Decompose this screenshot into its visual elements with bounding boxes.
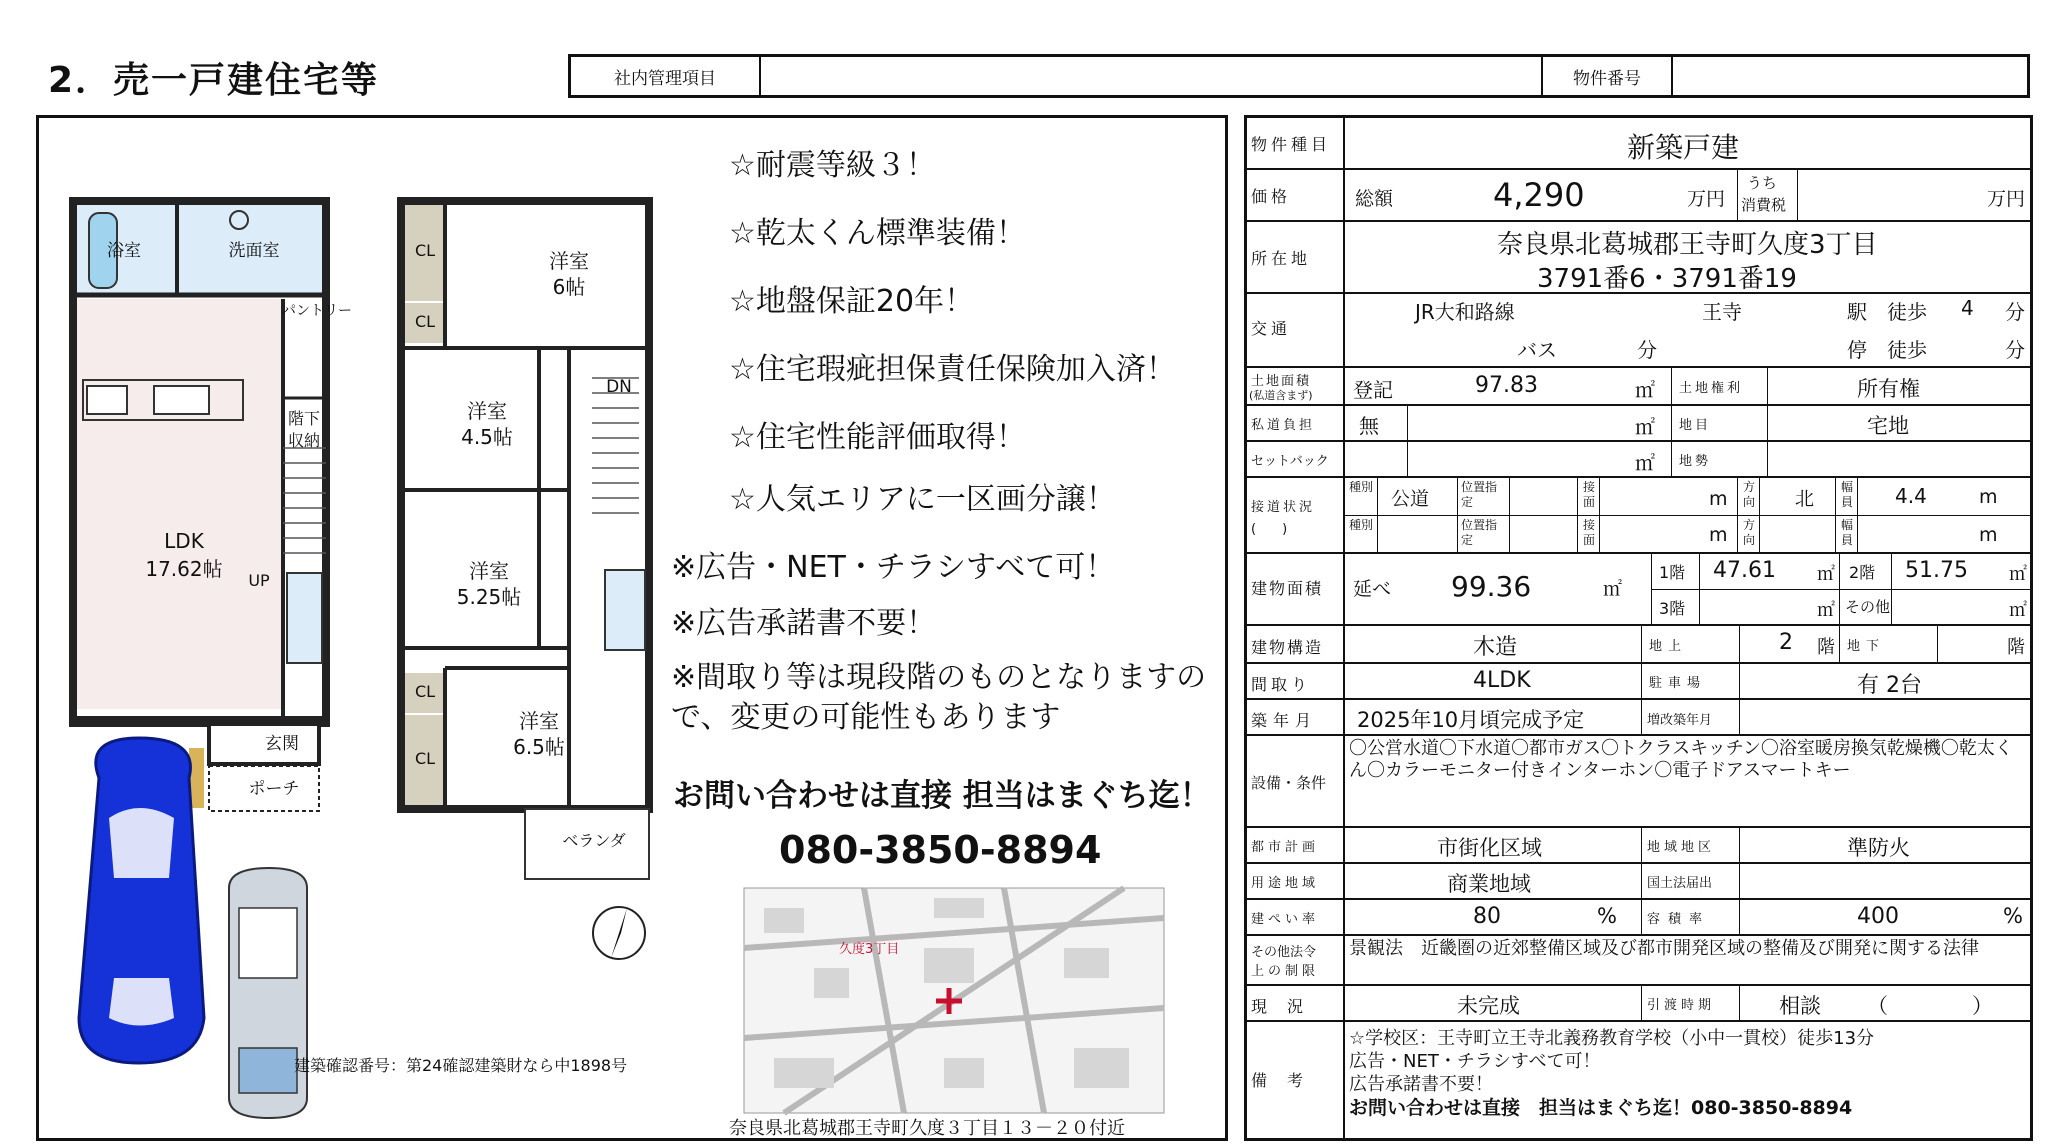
management-label: 社内管理項目 bbox=[571, 57, 761, 95]
parking-value: 有 2台 bbox=[1857, 673, 1922, 698]
frontage-label-1: 接面 bbox=[1583, 480, 1596, 509]
row-private-road bbox=[1247, 406, 2030, 442]
private-road-label: 私道負担 bbox=[1251, 418, 1316, 433]
road-kind-label-2: 種別 bbox=[1349, 518, 1374, 532]
tax-unit: 万円 bbox=[1987, 188, 2026, 210]
toilet-room-1f bbox=[287, 573, 322, 663]
label-ldk-size: 17.62帖 bbox=[145, 557, 223, 581]
label-ldk: LDK bbox=[164, 529, 204, 553]
row-status bbox=[1247, 986, 2030, 1022]
location-map bbox=[744, 888, 1164, 1113]
contact-message: お問い合わせは直接 担当はまぐち迄！ bbox=[673, 778, 1211, 814]
row-price bbox=[1247, 170, 2030, 222]
land-right-label: 土地権利 bbox=[1679, 381, 1744, 396]
private-road-unit: ㎡ bbox=[1635, 415, 1655, 439]
status-label: 現況 bbox=[1251, 997, 1324, 1016]
tax-label-1: うち bbox=[1747, 174, 1778, 192]
promo-note-3: ※間取り等は現段階のものとなりますの bbox=[671, 660, 1207, 695]
row-road-access bbox=[1247, 478, 2030, 554]
remarks-line-2: 広告・NET・チラシすべて可！ bbox=[1349, 1051, 1601, 1072]
label-up: UP bbox=[248, 571, 270, 590]
access-eki: 駅 bbox=[1847, 300, 1867, 324]
contact-phone[interactable]: 080-3850-8894 bbox=[779, 828, 1102, 872]
structure-label: 建物構造 bbox=[1251, 638, 1324, 657]
ldk-area bbox=[77, 299, 283, 709]
equipment-value: 〇公営水道〇下水道〇都市ガス〇トクラスキッチン〇浴室暖房換気乾燥機〇乾太くん〇カラーモニター付きインターホン〇電子ドアスマートキー bbox=[1349, 738, 2013, 781]
building-area-label: 建物面積 bbox=[1251, 579, 1324, 598]
floor1-unit: ㎡ bbox=[1817, 564, 1835, 585]
land-category-label: 地目 bbox=[1679, 418, 1712, 433]
built-value: 2025年10月頃完成予定 bbox=[1357, 708, 1585, 732]
remarks-line-4: お問い合わせは直接 担当はまぐち迄！080-3850-8894 bbox=[1349, 1097, 1853, 1119]
promo-point-6: ☆人気エリアに一区画分譲！ bbox=[729, 482, 1116, 517]
row-property-type bbox=[1247, 118, 2030, 170]
road-width-unit-1: m bbox=[1979, 486, 1998, 508]
access-stop-fun: 分 bbox=[2005, 338, 2025, 362]
frontage-unit-1: m bbox=[1709, 488, 1728, 510]
road-kind-label-1: 種別 bbox=[1349, 480, 1374, 494]
layout-label: 間取り bbox=[1251, 675, 1312, 694]
promo-note-4: で、変更の可能性もあります bbox=[671, 700, 1061, 735]
road-access-label: 接道状況 bbox=[1251, 500, 1316, 515]
kitchen-sink-icon bbox=[154, 386, 209, 414]
row-built-date bbox=[1247, 700, 2030, 736]
district-label: 地域地区 bbox=[1647, 840, 1716, 855]
land-area-value: 97.83 bbox=[1475, 373, 1538, 398]
access-walk: 徒歩 bbox=[1887, 300, 1927, 324]
property-number-value[interactable] bbox=[1673, 57, 2027, 95]
zoning-value: 商業地域 bbox=[1447, 872, 1531, 896]
registry-label: 登記 bbox=[1353, 378, 1393, 402]
property-spec-table bbox=[1244, 115, 2033, 1141]
remarks-line-1: ☆学校区：王寺町立王寺北義務教育学校（小中一貫校）徒歩13分 bbox=[1349, 1028, 1875, 1049]
label-western-room-3: 洋室 bbox=[469, 559, 509, 583]
tax-label-2: 消費税 bbox=[1741, 196, 1787, 214]
floor2-value: 51.75 bbox=[1905, 558, 1968, 583]
other-floor-unit: ㎡ bbox=[2009, 600, 2027, 621]
remarks-line-3: 広告承諾書不要！ bbox=[1349, 1074, 1493, 1095]
far-unit: % bbox=[2003, 904, 2023, 928]
map-area-label: 久度3丁目 bbox=[839, 942, 900, 957]
land-right-value: 所有権 bbox=[1857, 377, 1920, 401]
land-category-value: 宅地 bbox=[1867, 414, 1909, 438]
handover-value: 相談 bbox=[1779, 994, 1821, 1018]
floorplan-panel bbox=[36, 115, 1228, 1141]
north-arrow-icon bbox=[593, 907, 645, 959]
parking-label: 駐車場 bbox=[1649, 676, 1707, 691]
layout-value: 4LDK bbox=[1473, 668, 1531, 693]
location-label: 所在地 bbox=[1251, 249, 1312, 268]
management-bar bbox=[568, 54, 2030, 98]
label-cl-4: CL bbox=[414, 749, 436, 768]
status-value: 未完成 bbox=[1457, 994, 1520, 1018]
property-number-label: 物件番号 bbox=[1543, 57, 1673, 95]
row-setback bbox=[1247, 442, 2030, 478]
access-label: 交通 bbox=[1251, 319, 1292, 338]
page-title: 2．売一戸建住宅等 bbox=[48, 60, 380, 101]
floor3-unit: ㎡ bbox=[1817, 600, 1835, 621]
land-area-label: 土地面積 bbox=[1251, 374, 1312, 389]
label-pantry: パントリー bbox=[282, 303, 352, 319]
setback-label: セットバック bbox=[1251, 454, 1329, 469]
label-cl-1: CL bbox=[414, 241, 436, 260]
far-label: 容積率 bbox=[1647, 912, 1711, 927]
toilet-room-2f bbox=[605, 570, 645, 650]
remarks-label: 備考 bbox=[1251, 1071, 1324, 1090]
row-remarks bbox=[1247, 1022, 2030, 1138]
other-law-label-1: その他法令 bbox=[1251, 945, 1317, 960]
city-plan-value: 市街化区域 bbox=[1437, 836, 1542, 860]
label-dn: DN bbox=[606, 377, 632, 397]
location-line-1: 奈良県北葛城郡王寺町久度3丁目 bbox=[1497, 230, 1878, 260]
floor1-value: 47.61 bbox=[1713, 558, 1776, 583]
row-equipment bbox=[1247, 736, 2030, 828]
floor2-unit: ㎡ bbox=[2009, 564, 2027, 585]
position-label-1: 位置指定 bbox=[1461, 480, 1498, 509]
road-width-value: 4.4 bbox=[1895, 484, 1927, 508]
label-stair-storage-2: 収納 bbox=[287, 431, 320, 450]
building-area-value: 99.36 bbox=[1451, 570, 1532, 603]
access-stop-walk-label: 徒歩 bbox=[1887, 338, 1927, 362]
district-value: 準防火 bbox=[1847, 836, 1910, 860]
label-entrance: 玄関 bbox=[265, 734, 299, 754]
map-caption: 奈良県北葛城郡王寺町久度３丁目１３－２０付近 bbox=[729, 1118, 1125, 1139]
promo-point-3: ☆地盤保証20年！ bbox=[729, 284, 975, 319]
bcr-label: 建ぺい率 bbox=[1251, 912, 1320, 927]
access-stop: 停 bbox=[1847, 338, 1867, 362]
promo-point-5: ☆住宅性能評価取得！ bbox=[729, 420, 1026, 455]
promo-note-2: ※広告承諾書不要！ bbox=[671, 606, 937, 641]
other-law-value: 景観法 近畿圏の近郊整備区域及び都市開発区域の整備及び開発に関する法律 bbox=[1349, 938, 1979, 959]
row-location bbox=[1247, 222, 2030, 294]
label-western-room-1: 洋室 bbox=[549, 249, 589, 273]
label-western-room-4-size: 6.5帖 bbox=[513, 735, 565, 759]
renovation-label: 増改築年月 bbox=[1647, 713, 1713, 728]
promo-point-2: ☆乾太くん標準装備！ bbox=[729, 216, 1026, 251]
type-value: 新築戸建 bbox=[1627, 131, 1740, 164]
private-road-value: 無 bbox=[1359, 414, 1379, 438]
label-veranda: ベランダ bbox=[562, 831, 626, 850]
frontage-unit-2: m bbox=[1709, 524, 1728, 546]
price-unit: 万円 bbox=[1687, 188, 1726, 210]
far-value: 400 bbox=[1857, 904, 1899, 929]
bcr-value: 80 bbox=[1473, 904, 1501, 929]
above-ground-label: 地上 bbox=[1649, 639, 1688, 654]
access-station: 王寺 bbox=[1702, 300, 1742, 324]
access-bus: バス bbox=[1517, 338, 1557, 362]
access-bus-fun: 分 bbox=[1637, 338, 1657, 362]
floor-plan-drawing bbox=[39, 118, 1225, 1138]
row-other-restrictions bbox=[1247, 936, 2030, 986]
row-layout bbox=[1247, 664, 2030, 700]
stove-icon bbox=[87, 386, 127, 414]
road-type-value: 公道 bbox=[1391, 488, 1430, 510]
total-label: 総額 bbox=[1355, 188, 1394, 210]
promo-note-1: ※広告・NET・チラシすべて可！ bbox=[671, 550, 1116, 585]
below-ground-unit: 階 bbox=[2007, 637, 2025, 658]
row-building-ratios bbox=[1247, 900, 2030, 936]
row-zoning bbox=[1247, 864, 2030, 900]
land-area-note: (私道含まず) bbox=[1249, 389, 1313, 402]
label-western-room-1-size: 6帖 bbox=[552, 275, 586, 299]
price-value: 4,290 bbox=[1493, 176, 1585, 214]
management-value[interactable] bbox=[761, 57, 1543, 95]
position-label-2: 位置指定 bbox=[1461, 518, 1498, 547]
floors-value: 2 bbox=[1779, 630, 1793, 655]
building-area-unit: ㎡ bbox=[1603, 578, 1623, 600]
location-line-2: 3791番6・3791番19 bbox=[1537, 264, 1797, 294]
direction-label-2: 方向 bbox=[1743, 518, 1756, 547]
promo-point-1: ☆耐震等級３！ bbox=[729, 148, 936, 183]
floor3-label: 3階 bbox=[1659, 599, 1686, 618]
label-western-room-2: 洋室 bbox=[467, 399, 507, 423]
zoning-label: 用途地域 bbox=[1251, 876, 1320, 891]
direction-value: 北 bbox=[1795, 488, 1815, 510]
structure-value: 木造 bbox=[1473, 635, 1518, 660]
car-icon-blue bbox=[79, 738, 204, 1063]
notification-label: 国土法届出 bbox=[1647, 876, 1713, 891]
label-western-room-4: 洋室 bbox=[519, 709, 559, 733]
other-law-label-2: 上の制限 bbox=[1251, 964, 1320, 979]
handover-paren: （ ） bbox=[1867, 994, 1993, 1018]
access-walk-min: 4 bbox=[1961, 296, 1974, 320]
row-city-planning bbox=[1247, 828, 2030, 864]
road-width-unit-2: m bbox=[1979, 524, 1998, 546]
label-cl-3: CL bbox=[414, 682, 436, 701]
equipment-label: 設備・条件 bbox=[1251, 774, 1327, 792]
label-washroom: 洗面室 bbox=[228, 241, 280, 261]
other-floor-label: その他 bbox=[1845, 598, 1891, 616]
floor1-label: 1階 bbox=[1659, 563, 1686, 582]
width-label-1: 幅員 bbox=[1841, 480, 1854, 509]
row-structure bbox=[1247, 626, 2030, 664]
frontage-label-2: 接面 bbox=[1583, 518, 1596, 547]
label-cl-2: CL bbox=[414, 312, 436, 331]
built-label: 築年月 bbox=[1251, 711, 1318, 730]
label-stair-storage-1: 階下 bbox=[287, 409, 320, 428]
total-floor-label: 延べ bbox=[1353, 578, 1392, 600]
label-western-room-3-size: 5.25帖 bbox=[456, 585, 522, 609]
car-icon-silver bbox=[229, 868, 307, 1118]
below-ground-label: 地下 bbox=[1847, 639, 1886, 654]
label-bath: 浴室 bbox=[107, 241, 141, 261]
type-label: 物件種目 bbox=[1251, 135, 1332, 154]
city-plan-label: 都市計画 bbox=[1251, 840, 1320, 855]
floors-unit: 階 bbox=[1817, 637, 1835, 658]
building-permit-number: 建築確認番号：第24確認建築財なら中1898号 bbox=[294, 1056, 628, 1075]
row-building-area bbox=[1247, 554, 2030, 626]
terrain-label: 地勢 bbox=[1679, 454, 1712, 469]
direction-label-1: 方向 bbox=[1743, 480, 1756, 509]
access-fun: 分 bbox=[2005, 300, 2025, 324]
label-western-room-2-size: 4.5帖 bbox=[461, 425, 513, 449]
width-label-2: 幅員 bbox=[1841, 518, 1854, 547]
road-access-paren: ( ) bbox=[1251, 522, 1288, 537]
access-line: JR大和路線 bbox=[1415, 300, 1515, 324]
price-label: 価格 bbox=[1251, 187, 1292, 206]
land-area-unit: ㎡ bbox=[1635, 378, 1655, 402]
floor2-label: 2階 bbox=[1849, 563, 1876, 582]
label-porch: ポーチ bbox=[248, 779, 300, 799]
row-land-area bbox=[1247, 368, 2030, 406]
handover-label: 引渡時期 bbox=[1647, 998, 1716, 1013]
row-access bbox=[1247, 294, 2030, 368]
promo-point-4: ☆住宅瑕疵担保責任保険加入済！ bbox=[729, 352, 1176, 387]
bcr-unit: % bbox=[1597, 904, 1617, 928]
setback-unit: ㎡ bbox=[1635, 451, 1655, 475]
